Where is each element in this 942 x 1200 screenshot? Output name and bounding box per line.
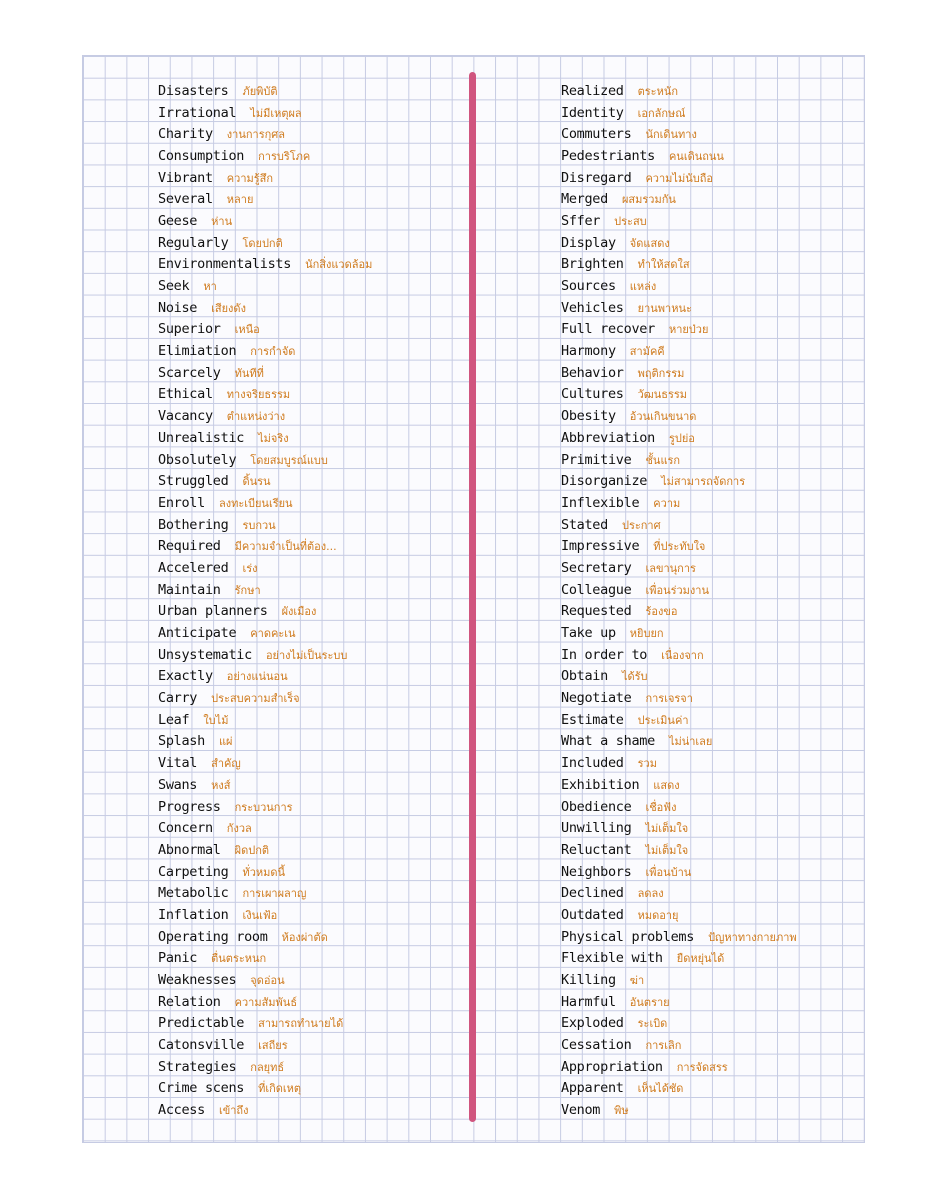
thai-translation: ฆ่า <box>629 974 645 988</box>
vocabulary-entry <box>561 752 797 774</box>
english-word: Concern <box>158 820 213 837</box>
vocabulary-entry <box>158 254 372 276</box>
english-word: Stated <box>561 516 608 533</box>
thai-translation: อย่างแน่นอน <box>226 670 288 684</box>
vocabulary-entry <box>158 405 372 427</box>
vocabulary-entry <box>158 470 372 492</box>
thai-translation: สามารถทำนายได้ <box>258 1017 344 1031</box>
vocabulary-entry <box>561 470 797 492</box>
vocabulary-entry <box>561 80 797 102</box>
thai-translation: หลาย <box>226 193 254 207</box>
vocabulary-entry <box>561 644 797 666</box>
thai-translation: การบริโภค <box>258 149 311 163</box>
thai-translation: เสถียร <box>258 1039 288 1053</box>
english-word: Consumption <box>158 147 245 164</box>
vocabulary-entry <box>158 210 372 232</box>
english-word: Unwilling <box>561 820 632 837</box>
english-word: Brighten <box>561 256 624 273</box>
thai-translation: ทั่วหมดนี้ <box>242 865 286 879</box>
vocabulary-entry <box>561 167 797 189</box>
english-word: Commuters <box>561 126 632 143</box>
english-word: Obesity <box>561 408 616 425</box>
vocabulary-entry <box>561 535 797 557</box>
thai-translation: การกำจัด <box>250 345 296 359</box>
english-word: Irrational <box>158 104 237 121</box>
english-word: Disorganize <box>561 473 648 490</box>
vocabulary-entry <box>158 188 372 210</box>
thai-translation: สามัคคี <box>629 345 665 359</box>
vocabulary-entry <box>158 557 372 579</box>
english-word: Apparent <box>561 1080 624 1097</box>
vocabulary-entry <box>158 904 372 926</box>
english-word: Progress <box>158 798 221 815</box>
vocabulary-entry <box>158 340 372 362</box>
thai-translation: เสียงดัง <box>211 301 246 315</box>
vocabulary-entry <box>158 167 372 189</box>
english-word: Obsolutely <box>158 451 237 468</box>
vocabulary-entry <box>561 817 797 839</box>
english-word: Vacancy <box>158 408 213 425</box>
vocabulary-entry <box>561 1099 797 1121</box>
thai-translation: ลดลง <box>637 887 664 901</box>
vocabulary-entry <box>561 210 797 232</box>
thai-translation: ที่ประทับใจ <box>653 540 706 554</box>
english-word: What a shame <box>561 733 655 750</box>
thai-translation: กังวล <box>226 822 252 836</box>
english-word: Reluctant <box>561 841 632 858</box>
vocabulary-entry <box>561 687 797 709</box>
thai-translation: แหล่ง <box>629 280 657 294</box>
english-word: Elimiation <box>158 343 237 360</box>
english-word: Weaknesses <box>158 972 237 989</box>
thai-translation: หา <box>203 280 217 294</box>
thai-translation: พฤติกรรม <box>637 366 685 380</box>
vocabulary-entry <box>158 232 372 254</box>
english-word: Merged <box>561 191 608 208</box>
vocabulary-entry <box>158 427 372 449</box>
vocabulary-entry <box>561 774 797 796</box>
english-word: Accelered <box>158 559 229 576</box>
thai-translation: ไม่เต็มใจ <box>645 822 689 836</box>
english-word: Vibrant <box>158 169 213 186</box>
thai-translation: เนื่องจาก <box>661 648 704 662</box>
vocabulary-entry <box>158 1099 372 1121</box>
thai-translation: อันตราย <box>629 995 670 1009</box>
english-word: Secretary <box>561 559 632 576</box>
thai-translation: อ้วนเกินขนาด <box>629 410 697 424</box>
vocabulary-entry <box>158 644 372 666</box>
english-word: Sources <box>561 278 616 295</box>
thai-translation: ตระหนัก <box>637 84 679 98</box>
english-word: Requested <box>561 603 632 620</box>
thai-translation: รูปย่อ <box>668 431 695 445</box>
thai-translation: เร่ง <box>242 561 258 575</box>
vocabulary-entry <box>561 969 797 991</box>
vocabulary-entry <box>158 817 372 839</box>
vocabulary-entry <box>561 839 797 861</box>
vocabulary-entry <box>561 1078 797 1100</box>
thai-translation: แผ่ <box>218 735 233 749</box>
vocabulary-entry <box>158 1013 372 1035</box>
vocabulary-entry <box>561 319 797 341</box>
vocabulary-entry <box>158 123 372 145</box>
thai-translation: ห้องผ่าตัด <box>281 930 328 944</box>
thai-translation: ไม่จริง <box>258 431 289 445</box>
thai-translation: ความ <box>653 496 681 510</box>
vocabulary-entry <box>158 579 372 601</box>
thai-translation: เห็นได้ชัด <box>637 1082 684 1096</box>
vocabulary-entry <box>158 926 372 948</box>
thai-translation: เลขานุการ <box>645 561 696 575</box>
thai-translation: ผังเมือง <box>281 605 317 619</box>
vocabulary-entry <box>158 687 372 709</box>
thai-translation: เพื่อนบ้าน <box>645 865 692 879</box>
vocabulary-entry <box>158 362 372 384</box>
english-word: Estimate <box>561 711 624 728</box>
vocabulary-entry <box>561 514 797 536</box>
english-word: Declined <box>561 885 624 902</box>
english-word: Carry <box>158 690 198 707</box>
vocabulary-entry <box>561 275 797 297</box>
english-word: Disasters <box>158 82 229 99</box>
english-word: Seek <box>158 278 190 295</box>
english-word: Vehicles <box>561 299 624 316</box>
thai-translation: เหนือ <box>234 323 260 337</box>
vocabulary-entry <box>158 969 372 991</box>
vocabulary-entry <box>561 340 797 362</box>
thai-translation: ร้องขอ <box>645 605 678 619</box>
thai-translation: อย่างไม่เป็นระบบ <box>265 648 348 662</box>
english-word: Pedestriants <box>561 147 655 164</box>
vocabulary-entry <box>158 709 372 731</box>
thai-translation: ทำให้สดใส <box>637 258 690 272</box>
english-word: Vital <box>158 755 198 772</box>
thai-translation: เพื่อนร่วมงาน <box>645 583 709 597</box>
vocabulary-entry <box>561 123 797 145</box>
vocabulary-entry <box>158 1078 372 1100</box>
vocabulary-entry <box>158 492 372 514</box>
thai-translation: ทางจริยธรรม <box>226 388 291 402</box>
vocabulary-entry <box>561 145 797 167</box>
english-word: Cessation <box>561 1037 632 1054</box>
vocabulary-entry <box>561 405 797 427</box>
english-word: Urban planners <box>158 603 268 620</box>
vocabulary-entry <box>158 449 372 471</box>
vocabulary-entry <box>158 861 372 883</box>
vocabulary-entry <box>561 232 797 254</box>
vocabulary-entry <box>561 1056 797 1078</box>
english-word: Bothering <box>158 516 229 533</box>
thai-translation: ภัยพิบัติ <box>242 84 278 98</box>
thai-translation: ความรู้สึก <box>226 171 274 185</box>
english-word: Identity <box>561 104 624 121</box>
vocabulary-entry <box>158 514 372 536</box>
thai-translation: โดยปกติ <box>242 236 283 250</box>
thai-translation: ปัญหาทางกายภาพ <box>708 930 797 944</box>
english-word: Flexible with <box>561 950 663 967</box>
thai-translation: งานการกุศล <box>226 128 285 142</box>
thai-translation: กระบวนการ <box>234 800 293 814</box>
thai-translation: จัดแสดง <box>629 236 670 250</box>
vocabulary-entry <box>561 492 797 514</box>
thai-translation: ยานพาหนะ <box>637 301 692 315</box>
vocabulary-entry <box>561 861 797 883</box>
english-word: Negotiate <box>561 690 632 707</box>
english-word: Relation <box>158 993 221 1010</box>
vocabulary-entry <box>561 709 797 731</box>
thai-translation: กลยุทธ์ <box>250 1060 285 1074</box>
vocabulary-entry <box>158 1056 372 1078</box>
vocabulary-entry <box>561 1013 797 1035</box>
english-word: Strategies <box>158 1058 237 1075</box>
thai-translation: การเผาผลาญ <box>242 887 307 901</box>
english-word: Scarcely <box>158 364 221 381</box>
english-word: Display <box>561 234 616 251</box>
vocabulary-entry <box>158 774 372 796</box>
thai-translation: ผสมรวมกัน <box>621 193 676 207</box>
vocabulary-entry <box>561 1034 797 1056</box>
thai-translation: ตำแหน่งว่าง <box>226 410 286 424</box>
vocabulary-entry <box>158 752 372 774</box>
vocabulary-entry <box>561 666 797 688</box>
thai-translation: รบกวน <box>242 518 276 532</box>
english-word: Harmful <box>561 993 616 1010</box>
vocabulary-entry <box>158 796 372 818</box>
vocabulary-entry <box>158 601 372 623</box>
thai-translation: คนเดินถนน <box>668 149 724 163</box>
thai-translation: หงส์ <box>211 778 231 792</box>
thai-translation: รวม <box>637 757 657 771</box>
english-word: Appropriation <box>561 1058 663 1075</box>
vocabulary-entry <box>158 275 372 297</box>
english-word: Superior <box>158 321 221 338</box>
thai-translation: ประสบ <box>614 214 647 228</box>
english-word: Ethical <box>158 386 213 403</box>
thai-translation: ระเบิด <box>637 1017 668 1031</box>
vocabulary-entry <box>158 1034 372 1056</box>
vocabulary-entry <box>561 557 797 579</box>
vocabulary-entry <box>158 102 372 124</box>
vocabulary-entry <box>561 102 797 124</box>
english-word: Killing <box>561 972 616 989</box>
thai-translation: ยืดหยุ่นได้ <box>676 952 725 966</box>
english-word: Full recover <box>561 321 655 338</box>
thai-translation: ความสัมพันธ์ <box>234 995 298 1009</box>
thai-translation: มีความจำเป็นที่ต้อง... <box>234 540 337 554</box>
vocabulary-entry <box>561 882 797 904</box>
thai-translation: นักสิ่งแวดล้อม <box>305 258 373 272</box>
thai-translation: ห่าน <box>211 214 233 228</box>
english-word: Anticipate <box>158 625 237 642</box>
english-word: Unrealistic <box>158 429 245 446</box>
english-word: Exactly <box>158 668 213 685</box>
english-word: Obedience <box>561 798 632 815</box>
english-word: Neighbors <box>561 863 632 880</box>
thai-translation: ที่เกิดเหตุ <box>258 1082 302 1096</box>
english-word: Metabolic <box>158 885 229 902</box>
vocabulary-entry <box>561 254 797 276</box>
english-word: Crime scens <box>158 1080 245 1097</box>
thai-translation: นักเดินทาง <box>645 128 697 142</box>
thai-translation: แสดง <box>653 778 680 792</box>
english-word: Obtain <box>561 668 608 685</box>
left-vocabulary-column <box>158 80 372 1121</box>
english-word: Swans <box>158 776 198 793</box>
english-word: Maintain <box>158 581 221 598</box>
vocabulary-entry <box>158 731 372 753</box>
thai-translation: ไม่มีเหตุผล <box>250 106 302 120</box>
vocabulary-entry <box>158 80 372 102</box>
vocabulary-entry <box>561 622 797 644</box>
vocabulary-entry <box>561 384 797 406</box>
thai-translation: เงินเฟ้อ <box>242 908 278 922</box>
vocabulary-entry <box>158 622 372 644</box>
thai-translation: คาดคะเน <box>250 627 296 641</box>
vocabulary-entry <box>158 666 372 688</box>
vocabulary-entry <box>561 991 797 1013</box>
english-word: Sffer <box>561 212 601 229</box>
thai-translation: เข้าถึง <box>218 1104 249 1118</box>
english-word: Physical problems <box>561 928 695 945</box>
vocabulary-entry <box>158 991 372 1013</box>
english-word: Venom <box>561 1102 601 1119</box>
vocabulary-entry <box>561 427 797 449</box>
english-word: Harmony <box>561 343 616 360</box>
vocabulary-entry <box>158 948 372 970</box>
english-word: Several <box>158 191 213 208</box>
english-word: Cultures <box>561 386 624 403</box>
thai-translation: การเลิก <box>645 1039 682 1053</box>
thai-translation: ผิดปกติ <box>234 843 269 857</box>
english-word: Inflexible <box>561 494 640 511</box>
thai-translation: ไม่สามารถจัดการ <box>661 475 746 489</box>
thai-translation: หยิบยก <box>629 627 664 641</box>
english-word: Leaf <box>158 711 190 728</box>
thai-translation: หมดอายุ <box>637 908 679 922</box>
english-word: Realized <box>561 82 624 99</box>
thai-translation: การเจรจา <box>645 692 693 706</box>
thai-translation: ไม่เต็มใจ <box>645 843 689 857</box>
english-word: Splash <box>158 733 205 750</box>
english-word: Exhibition <box>561 776 640 793</box>
english-word: Panic <box>158 950 198 967</box>
thai-translation: ลงทะเบียนเรียน <box>218 496 293 510</box>
english-word: Struggled <box>158 473 229 490</box>
vocabulary-entry <box>561 449 797 471</box>
vocabulary-entry <box>561 362 797 384</box>
thai-translation: ทันทีที่ <box>234 366 264 380</box>
thai-translation: เชื่อฟัง <box>645 800 677 814</box>
thai-translation: ใบไม้ <box>203 713 229 727</box>
thai-translation: ตื่นตระหนก <box>211 952 267 966</box>
english-word: Disregard <box>561 169 632 186</box>
english-word: Required <box>158 538 221 555</box>
vocabulary-entry <box>158 319 372 341</box>
vocabulary-entry <box>158 882 372 904</box>
english-word: Predictable <box>158 1015 245 1032</box>
english-word: Enroll <box>158 494 205 511</box>
thai-translation: เอกลักษณ์ <box>637 106 686 120</box>
thai-translation: ความไม่นับถือ <box>645 171 713 185</box>
thai-translation: ประสบความสำเร็จ <box>211 692 300 706</box>
center-divider-line <box>469 72 476 1122</box>
english-word: In order to <box>561 646 648 663</box>
english-word: Charity <box>158 126 213 143</box>
thai-translation: การจัดสรร <box>676 1060 728 1074</box>
thai-translation: โดยสมบูรณ์แบบ <box>250 453 328 467</box>
vocabulary-entry <box>158 145 372 167</box>
english-word: Operating room <box>158 928 268 945</box>
thai-translation: ได้รับ <box>621 670 648 684</box>
thai-translation: สำคัญ <box>211 757 241 771</box>
vocabulary-entry <box>561 297 797 319</box>
vocabulary-entry <box>158 384 372 406</box>
vocabulary-entry <box>561 948 797 970</box>
english-word: Catonsville <box>158 1037 245 1054</box>
vocabulary-entry <box>561 904 797 926</box>
thai-translation: วัฒนธรรม <box>637 388 688 402</box>
thai-translation: หายป่วย <box>668 323 709 337</box>
vocabulary-entry <box>561 796 797 818</box>
english-word: Geese <box>158 212 198 229</box>
english-word: Abbreviation <box>561 429 655 446</box>
english-word: Outdated <box>561 906 624 923</box>
english-word: Abnormal <box>158 841 221 858</box>
vocabulary-entry <box>561 579 797 601</box>
thai-translation: ประเมินค่า <box>637 713 689 727</box>
english-word: Regularly <box>158 234 229 251</box>
english-word: Unsystematic <box>158 646 252 663</box>
english-word: Colleague <box>561 581 632 598</box>
english-word: Exploded <box>561 1015 624 1032</box>
vocabulary-entry <box>561 731 797 753</box>
thai-translation: รักษา <box>234 583 261 597</box>
vocabulary-entry <box>561 188 797 210</box>
thai-translation: จุดอ่อน <box>250 974 285 988</box>
vocabulary-entry <box>158 297 372 319</box>
thai-translation: ประกาศ <box>621 518 661 532</box>
english-word: Take up <box>561 625 616 642</box>
english-word: Inflation <box>158 906 229 923</box>
english-word: Behavior <box>561 364 624 381</box>
english-word: Environmentalists <box>158 256 292 273</box>
vocabulary-entry <box>158 535 372 557</box>
english-word: Access <box>158 1102 205 1119</box>
right-vocabulary-column <box>561 80 797 1121</box>
english-word: Primitive <box>561 451 632 468</box>
thai-translation: ดิ้นรน <box>242 475 271 489</box>
english-word: Carpeting <box>158 863 229 880</box>
thai-translation: พิษ <box>614 1104 629 1118</box>
english-word: Impressive <box>561 538 640 555</box>
vocabulary-entry <box>561 926 797 948</box>
thai-translation: ไม่น่าเลย <box>668 735 713 749</box>
english-word: Noise <box>158 299 198 316</box>
vocabulary-entry <box>158 839 372 861</box>
vocabulary-entry <box>561 601 797 623</box>
thai-translation: ชั้นแรก <box>645 453 681 467</box>
english-word: Included <box>561 755 624 772</box>
